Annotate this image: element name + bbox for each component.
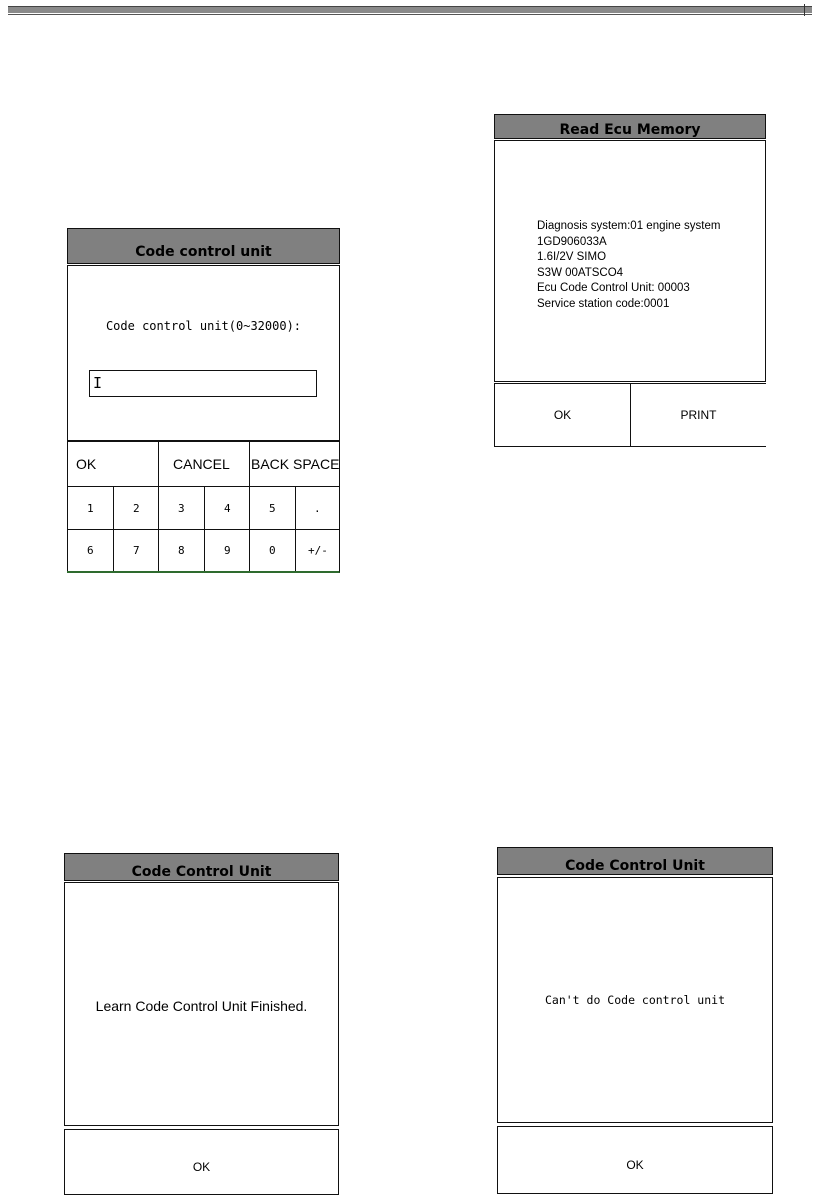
window-title: Read Ecu Memory (559, 122, 701, 138)
window-title: Code Control Unit (131, 864, 272, 880)
ok-button[interactable]: OK (494, 384, 630, 446)
backspace-button[interactable]: BACK SPACE (249, 441, 340, 486)
header-rule-thin (8, 14, 812, 15)
code-input-field[interactable] (89, 370, 317, 397)
ecu-info-line: 1GD906033A (537, 235, 607, 248)
finished-message: Learn Code Control Unit Finished. (95, 998, 308, 1014)
key-6[interactable]: 6 (67, 529, 113, 571)
window-title-bar (497, 847, 773, 875)
prompt-label: Code control unit(0~32000): (105, 319, 302, 333)
key-decimal[interactable]: . (295, 486, 340, 529)
key-7[interactable]: 7 (113, 529, 158, 571)
ok-button[interactable]: OK (64, 1129, 339, 1195)
message-panel (64, 882, 339, 1126)
key-3[interactable]: 3 (158, 486, 204, 529)
window-title: Code Control Unit (565, 858, 705, 874)
header-tick (804, 4, 805, 16)
ecu-info-line: Service station code:0001 (537, 297, 670, 310)
key-8[interactable]: 8 (158, 529, 204, 571)
key-9[interactable]: 9 (204, 529, 249, 571)
ecu-info-line: 1.6I/2V SIMO (537, 251, 607, 263)
window-title-bar (64, 853, 339, 881)
keypad (67, 441, 340, 573)
input-panel (67, 265, 340, 441)
ok-button[interactable]: OK (67, 441, 158, 486)
ecu-info-line: Diagnosis system:01 engine system (537, 220, 721, 232)
cancel-button[interactable]: CANCEL (158, 441, 249, 486)
header-rule (8, 6, 812, 13)
failed-message: Can't do Code control unit (544, 993, 725, 1007)
print-button[interactable]: PRINT (630, 384, 766, 446)
window-title: Code control unit (135, 244, 272, 260)
key-2[interactable]: 2 (113, 486, 158, 529)
key-4[interactable]: 4 (204, 486, 249, 529)
key-5[interactable]: 5 (249, 486, 295, 529)
key-1[interactable]: 1 (67, 486, 113, 529)
key-0[interactable]: 0 (249, 529, 295, 571)
ok-button[interactable]: OK (497, 1126, 773, 1194)
message-panel (497, 877, 773, 1123)
ecu-info-list (537, 219, 720, 312)
window-title-bar (494, 114, 766, 139)
ecu-info-line: S3W 00ATSCO4 (537, 266, 624, 279)
ecu-info-line: Ecu Code Control Unit: 00003 (537, 282, 690, 294)
ecu-info-panel (494, 140, 766, 382)
text-cursor: I (93, 374, 103, 392)
ecu-button-bar (494, 383, 766, 447)
window-title-bar (67, 228, 340, 264)
key-plus-minus[interactable]: +/- (295, 529, 340, 571)
